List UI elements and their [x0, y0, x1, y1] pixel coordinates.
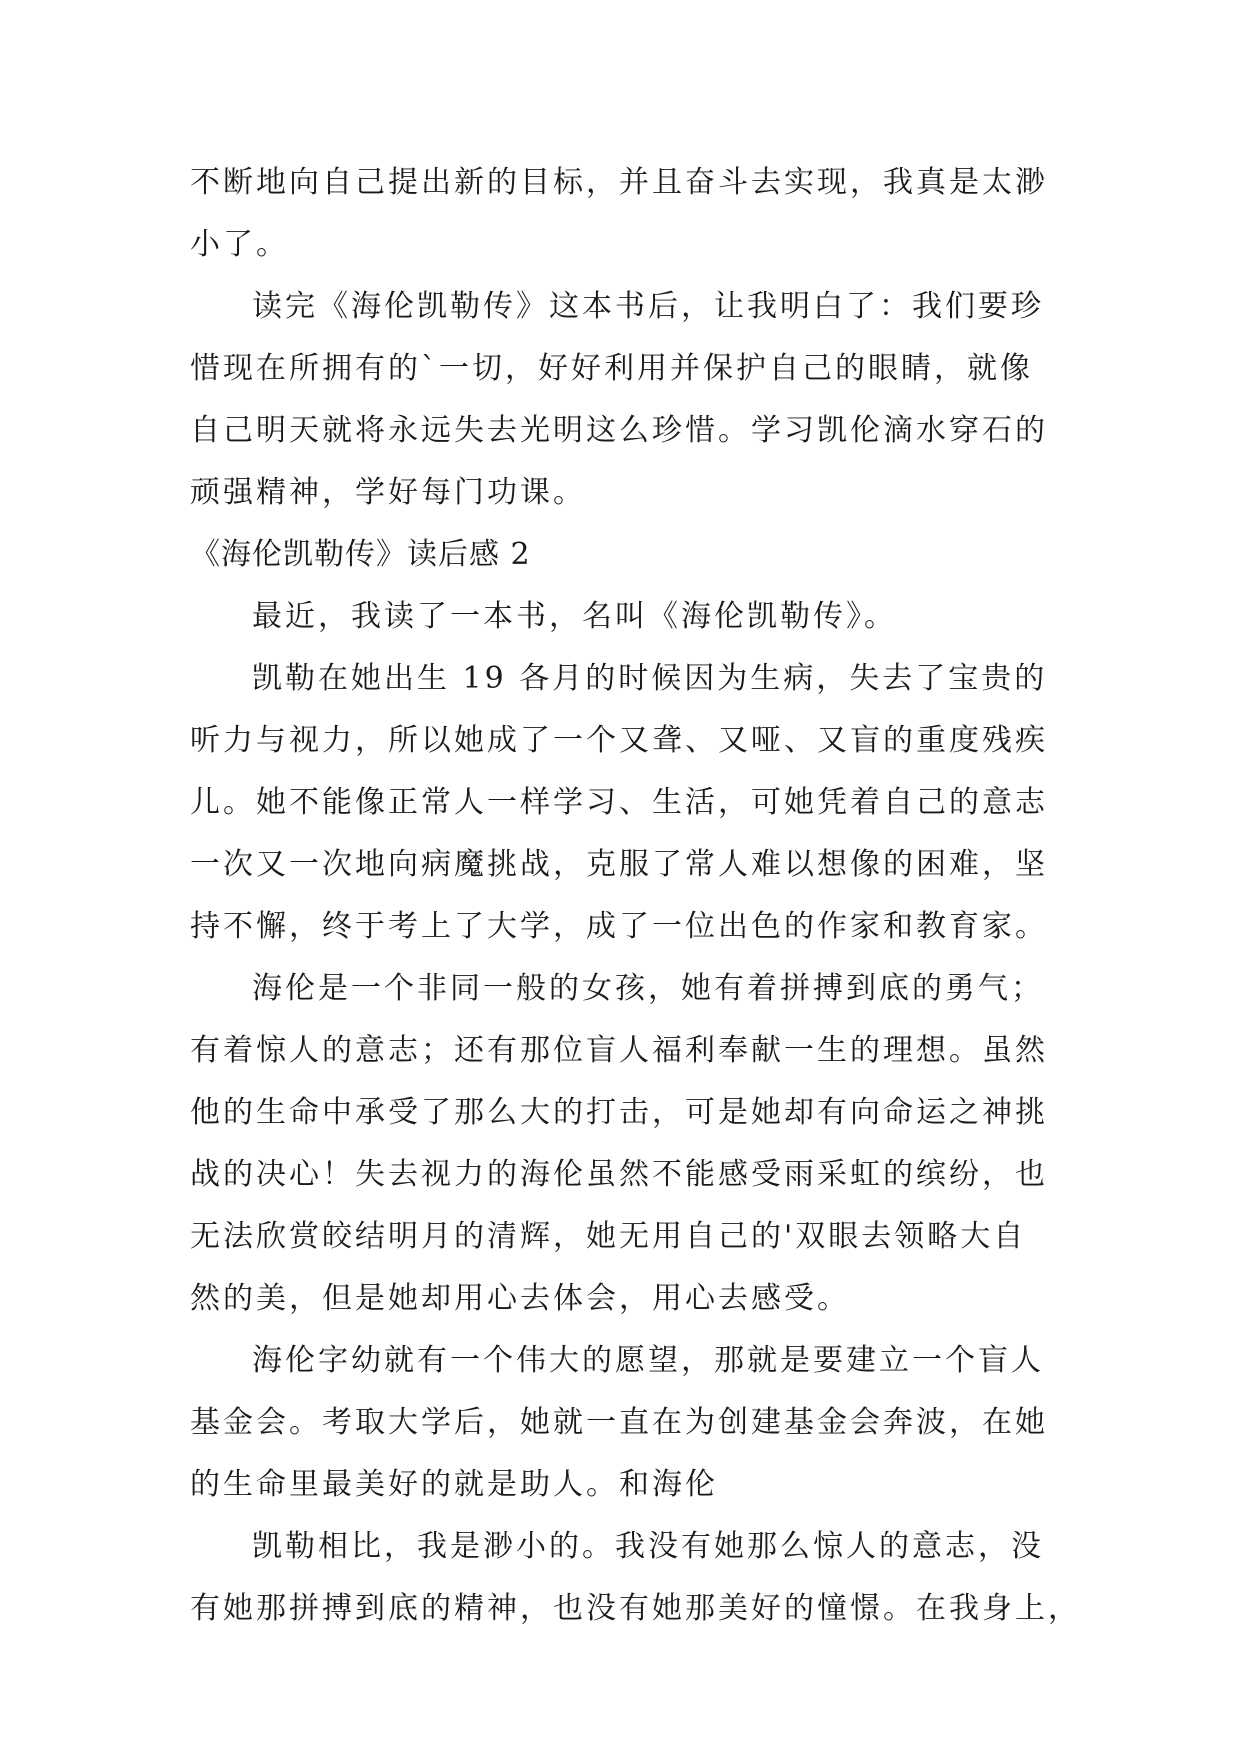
paragraph-first-line: 凯勒相比，我是渺小的。我没有她那么惊人的意志，没: [252, 1529, 1044, 1564]
text-line: 持不懈，终于考上了大学，成了一位出色的作家和教育家。: [190, 909, 1048, 944]
text-line: 然的美，但是她却用心去体会，用心去感受。: [190, 1281, 850, 1316]
text-line: 一次又一次地向病魔挑战，克服了常人难以想像的困难，坚: [190, 847, 1048, 882]
paragraph-first-line: 海伦是一个非同一般的女孩，她有着拼搏到底的勇气；: [252, 971, 1044, 1006]
text-line: 儿。她不能像正常人一样学习、生活，可她凭着自己的意志: [190, 785, 1048, 820]
text-line: 惜现在所拥有的`一切，好好利用并保护自己的眼睛，就像: [190, 351, 1033, 386]
text-line: 自己明天就将永远失去光明这么珍惜。学习凯伦滴水穿石的: [190, 413, 1048, 448]
text-line: 他的生命中承受了那么大的打击，可是她却有向命运之神挑: [190, 1095, 1048, 1130]
paragraph-first-line: 读完《海伦凯勒传》这本书后，让我明白了：我们要珍: [252, 289, 1044, 324]
document-body: [190, 152, 1081, 1640]
text-line: 顽强精神，学好每门功课。: [190, 475, 586, 510]
text-line: 听力与视力，所以她成了一个又聋、又哑、又盲的重度残疾: [190, 723, 1048, 758]
text-line: 战的决心！失去视力的海伦虽然不能感受雨采虹的缤纷，也: [190, 1157, 1048, 1192]
text-line: 有她那拼搏到底的精神，也没有她那美好的憧憬。在我身上，: [190, 1591, 1081, 1626]
text-line: 的生命里最美好的就是助人。和海伦: [190, 1467, 718, 1502]
text-line: 有着惊人的意志；还有那位盲人福利奉献一生的理想。虽然: [190, 1033, 1048, 1068]
text-line: 无法欣赏皎结明月的清辉，她无用自己的'双眼去领略大自: [190, 1219, 1027, 1254]
section-heading: 《海伦凯勒传》读后感 2: [190, 537, 531, 572]
paragraph-first-line: 海伦字幼就有一个伟大的愿望，那就是要建立一个盲人: [252, 1343, 1044, 1378]
paragraph-first-line: 凯勒在她出生 19 各月的时候因为生病，失去了宝贵的: [252, 661, 1048, 696]
text-line: 小了。: [190, 227, 289, 262]
paragraph-first-line: 最近，我读了一本书，名叫《海伦凯勒传》。: [252, 599, 897, 634]
text-line: 基金会。考取大学后，她就一直在为创建基金会奔波，在她: [190, 1405, 1048, 1440]
text-line: 不断地向自己提出新的目标，并且奋斗去实现，我真是太渺: [190, 165, 1048, 200]
